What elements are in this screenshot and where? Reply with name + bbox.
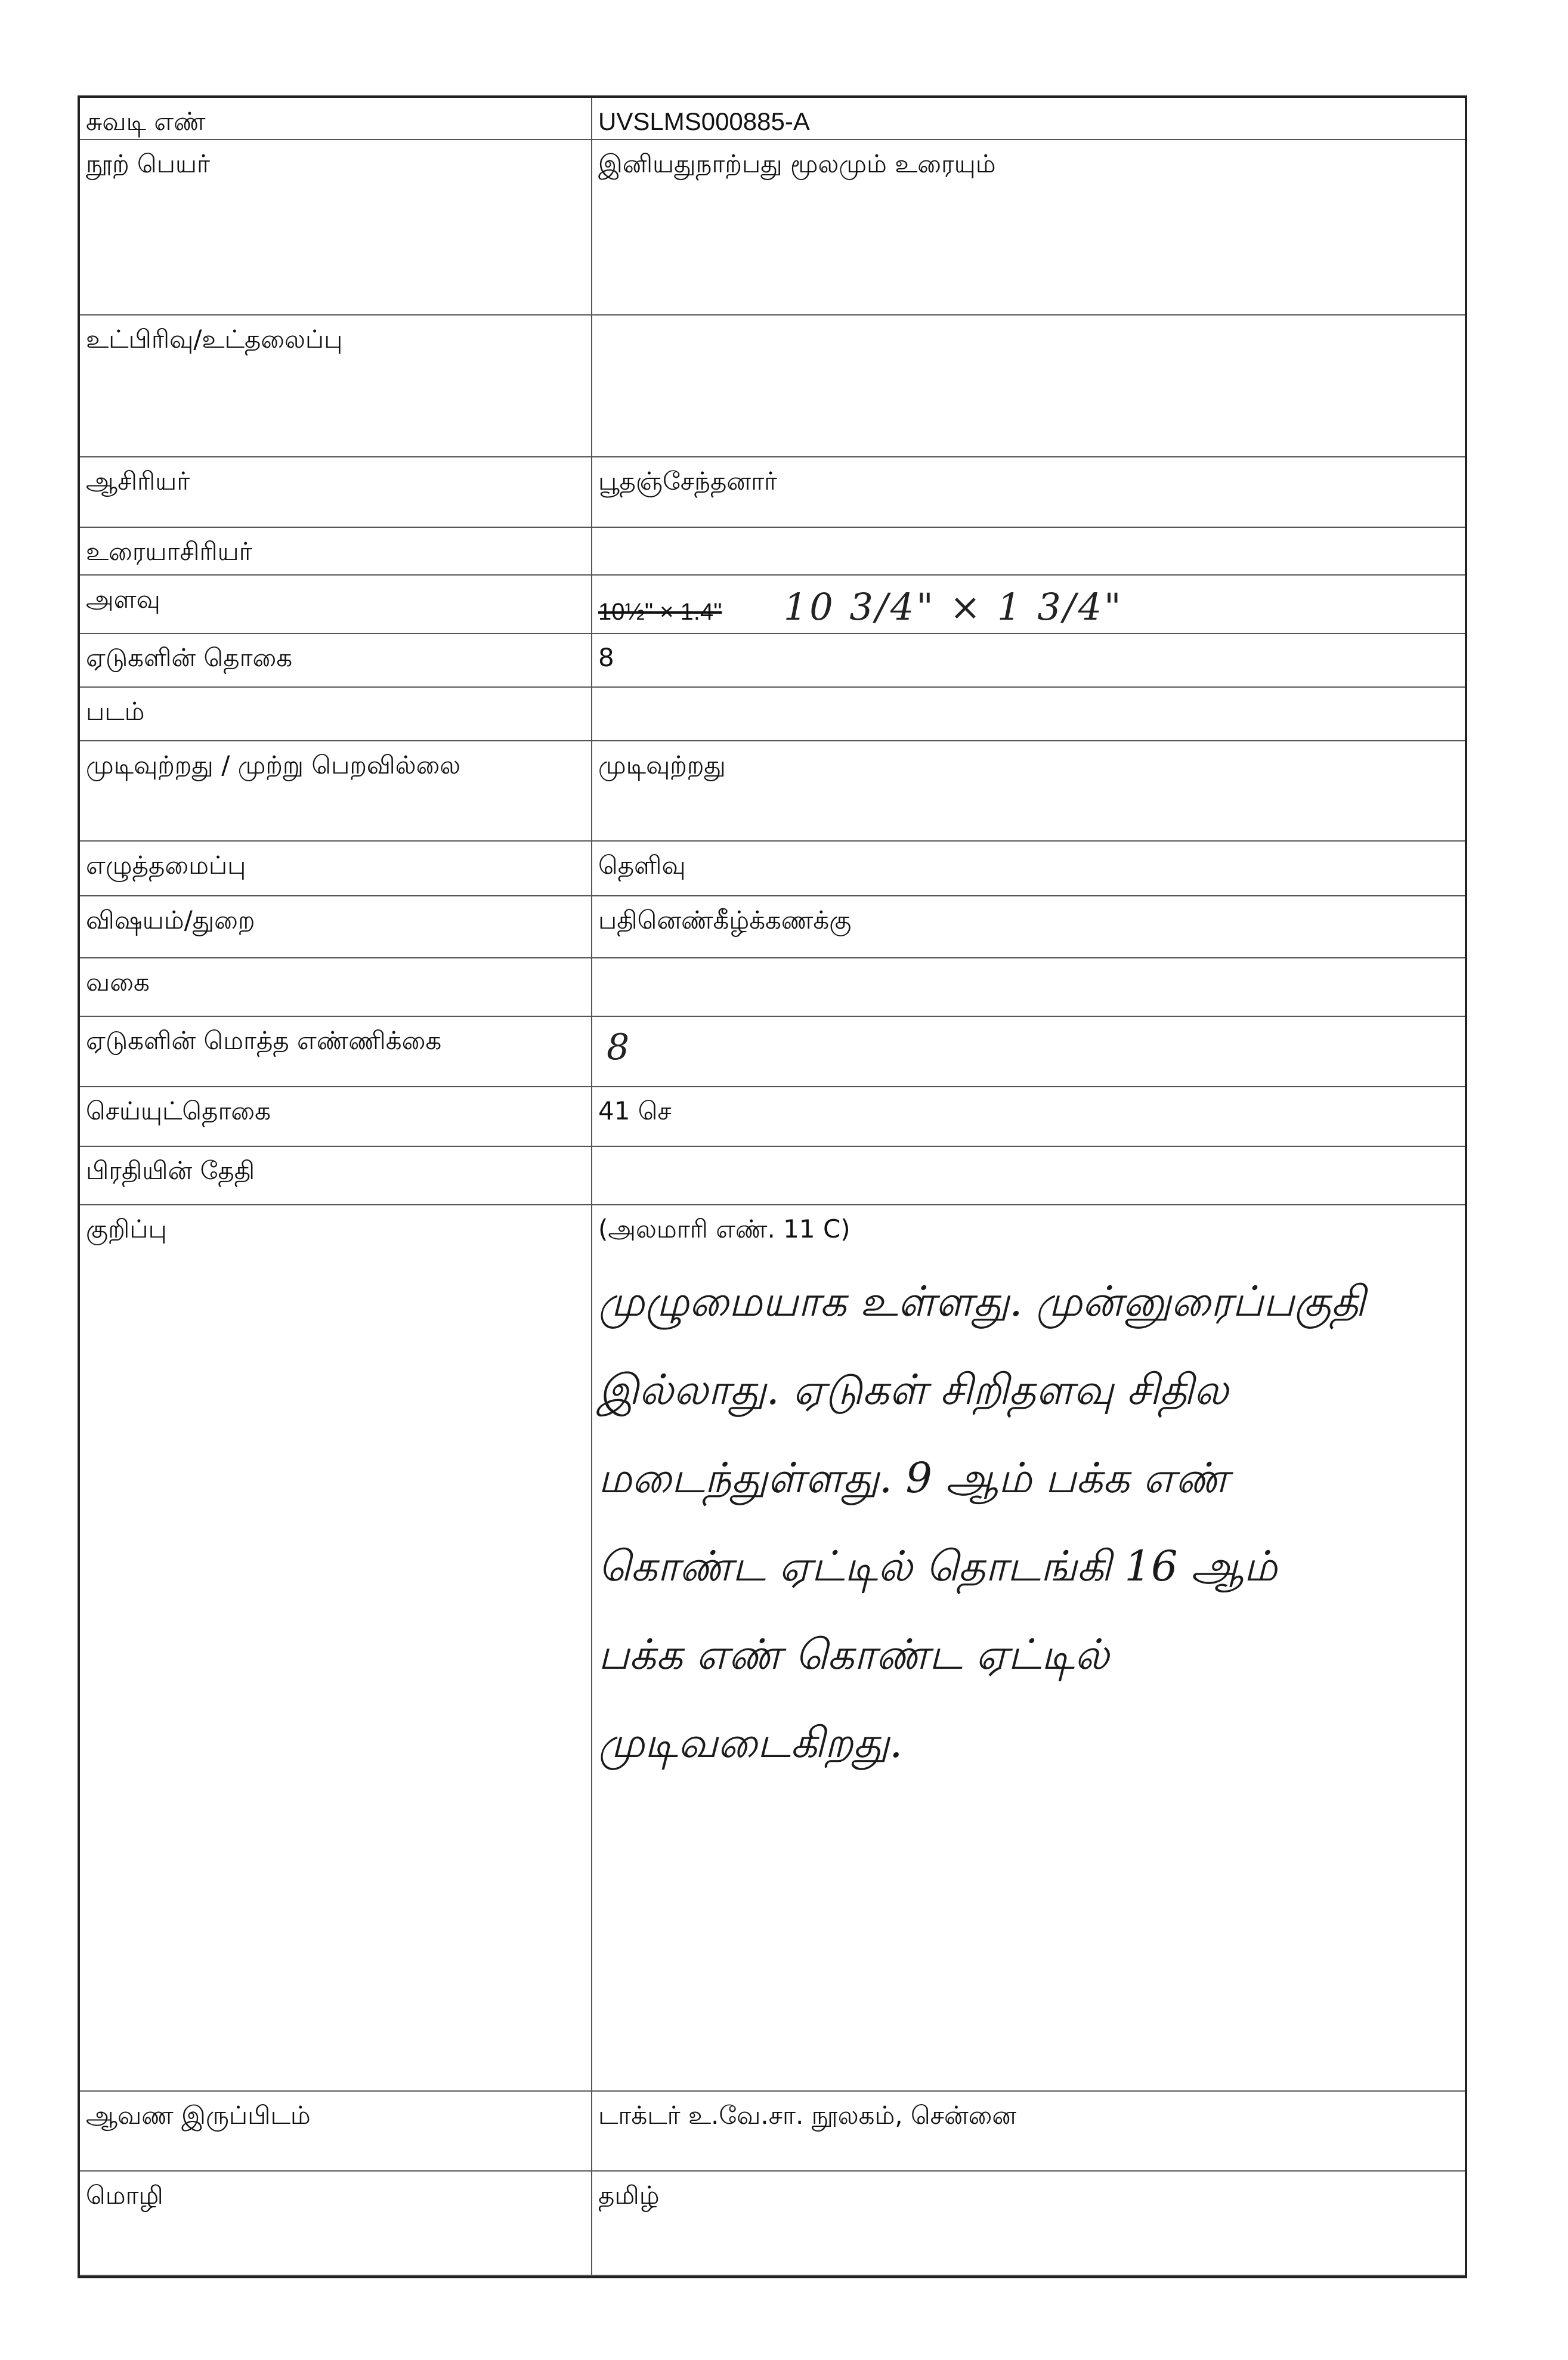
- notes-line: முடிவடைகிறது.: [598, 1718, 903, 1767]
- value-script: தெளிவு: [592, 841, 1465, 896]
- label-picture: படம்: [80, 687, 592, 741]
- value-total-leaves: [592, 1016, 1465, 1087]
- row-notes: [80, 1205, 1465, 2091]
- value-picture: [592, 687, 1465, 741]
- label-title: நூற் பெயர்: [80, 140, 592, 315]
- value-subtitle: [592, 315, 1465, 457]
- row-language: [80, 2171, 1465, 2275]
- value-author: பூதஞ்சேந்தனார்: [592, 457, 1465, 527]
- label-type: வகை: [80, 958, 592, 1016]
- value-leaf-count: 8: [592, 633, 1465, 687]
- value-title: இனியதுநாற்பது மூலமும் உரையும்: [592, 140, 1465, 315]
- total-leaves-handwritten: 8: [607, 1026, 630, 1068]
- label-commentator: உரையாசிரியர்: [80, 527, 592, 575]
- value-verse-count: 41 செ: [592, 1087, 1465, 1146]
- notes-line: மடைந்துள்ளது. 9 ஆம் பக்க எண்: [598, 1453, 1229, 1502]
- label-author: ஆசிரியர்: [80, 457, 592, 527]
- label-language: மொழி: [80, 2171, 592, 2275]
- value-type: [592, 958, 1465, 1016]
- label-copy-date: பிரதியின் தேதி: [80, 1146, 592, 1205]
- label-size: அளவு: [80, 575, 592, 633]
- label-manuscript-number: சுவடி எண்: [80, 98, 592, 140]
- row-type: [80, 958, 1465, 1016]
- row-author: [80, 457, 1465, 527]
- label-notes: குறிப்பு: [80, 1205, 592, 2091]
- label-completion: முடிவுற்றது / முற்று பெறவில்லை: [80, 741, 592, 841]
- row-subtitle: [80, 315, 1465, 457]
- value-size: [592, 575, 1465, 633]
- row-total-leaves: [80, 1016, 1465, 1087]
- label-subtitle: உட்பிரிவு/உட்தலைப்பு: [80, 315, 592, 457]
- notes-line: முழுமையாக உள்ளது. முன்னுரைப்பகுதி: [598, 1276, 1366, 1326]
- notes-line: பக்க எண் கொண்ட ஏட்டில்: [598, 1629, 1109, 1679]
- label-script: எழுத்தமைப்பு: [80, 841, 592, 896]
- row-repository: [80, 2091, 1465, 2171]
- notes-line: கொண்ட ஏட்டில் தொடங்கி 16 ஆம்: [598, 1541, 1278, 1591]
- label-leaf-count: ஏடுகளின் தொகை: [80, 633, 592, 687]
- row-copy-date: [80, 1146, 1465, 1205]
- row-size: [80, 575, 1465, 633]
- form-table: [80, 98, 1465, 2276]
- label-verse-count: செய்யுட்தொகை: [80, 1087, 592, 1146]
- row-verse-count: [80, 1087, 1465, 1146]
- row-title: [80, 140, 1465, 315]
- notes-shelf-number: (அலமாரி எண். 11 C): [598, 1214, 851, 1244]
- value-completion: முடிவுற்றது: [592, 741, 1465, 841]
- row-manuscript-number: [80, 98, 1465, 140]
- value-copy-date: [592, 1146, 1465, 1205]
- row-subject: [80, 896, 1465, 958]
- row-script: [80, 841, 1465, 896]
- value-notes: [592, 1205, 1465, 2091]
- label-subject: விஷயம்/துறை: [80, 896, 592, 958]
- row-completion: [80, 741, 1465, 841]
- row-picture: [80, 687, 1465, 741]
- label-total-leaves: ஏடுகளின் மொத்த எண்ணிக்கை: [80, 1016, 592, 1087]
- manuscript-record-form: [78, 95, 1467, 2278]
- label-repository: ஆவண இருப்பிடம்: [80, 2091, 592, 2171]
- value-commentator: [592, 527, 1465, 575]
- row-commentator: [80, 527, 1465, 575]
- size-struck-value: 10½" × 1.4": [598, 599, 722, 625]
- value-language: தமிழ்: [592, 2171, 1465, 2275]
- value-manuscript-number: UVSLMS000885-A: [592, 98, 1465, 140]
- value-repository: டாக்டர் உ.வே.சா. நூலகம், சென்னை: [592, 2091, 1465, 2171]
- notes-handwritten: [598, 1257, 1459, 1787]
- notes-line: இல்லாது. ஏடுகள் சிறிதளவு சிதில: [598, 1365, 1229, 1414]
- size-handwritten-value: 10 3/4" × 1 3/4": [783, 585, 1124, 629]
- value-subject: பதினெண்கீழ்க்கணக்கு: [592, 896, 1465, 958]
- row-leaf-count: [80, 633, 1465, 687]
